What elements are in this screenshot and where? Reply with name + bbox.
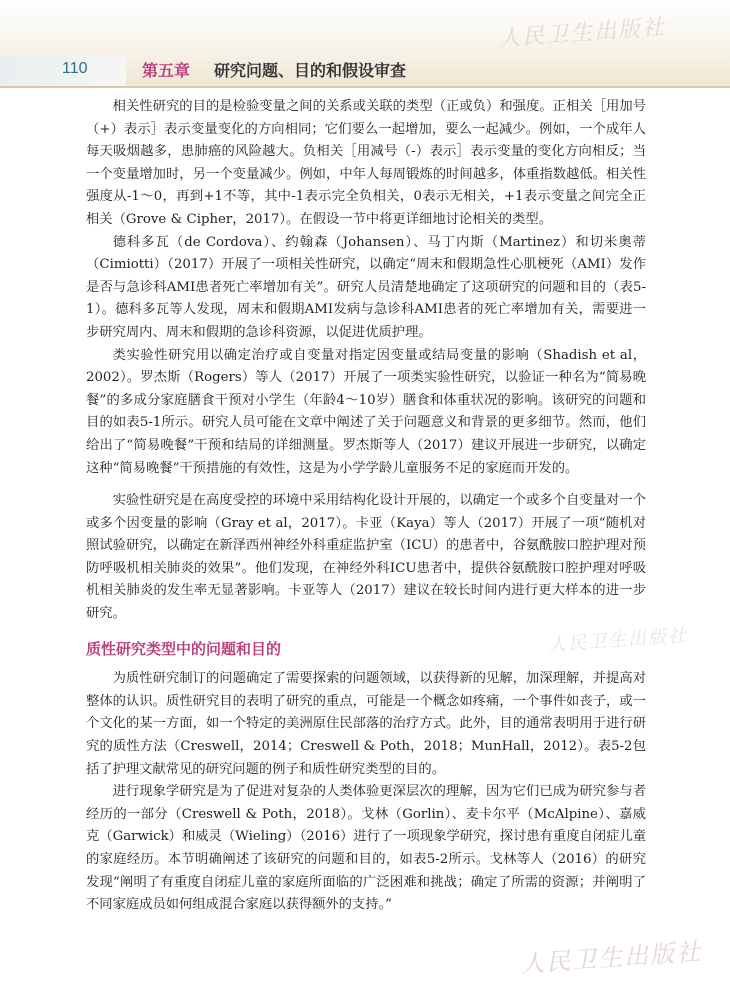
watermark: 人民卫生出版社: [497, 15, 667, 52]
paragraph-experimental-research: 实验性研究是在高度受控的环境中采用结构化设计开展的，以确定一个或多个自变量对一个或多个因变量的影响（Gray et al，2017）。卡亚（Kaya）等人（2017）开展了一项“随机对照试验研究，以确定在新泽西州神经外科重症监护室（ICU）的患者中，谷氨酰胺口腔护理对预防呼吸机相关肺炎的效果”。他们发现，在神经外科ICU患者中，提供谷氨酰胺口腔护理对呼吸机相关肺炎的发生率无显著影响。卡亚等人（2017）建议在较长时间内进行更大样本的进一步研究。: [86, 493, 646, 622]
paragraph-gap: [86, 480, 646, 490]
paragraph-correlational-research: 相关性研究的目的是检验变量之间的关系或关联的类型（正或负）和强度。正相关［用加号（+）表示］表示变量变化的方向相同；它们要么一起增加，要么一起减少。例如，一个成年人每天吸烟越多，患肺癌的风险越大。负相关［用减号（-）表示］表示变量的变化方向相反；当一个变量增加时，另一个变量减少。例如，中年人每周锻炼的时间越多，体重指数越低。相关性强度从-1～0，再到+1不等，其中-1表示完全负相关，0表示无相关，+1表示变量之间完全正相关（Grove & Cipher，2017）。在假设一节中将更详细地讨论相关的类型。: [86, 99, 646, 227]
paragraph-qualitative-questions: 为质性研究制订的问题确定了需要探索的问题领域，以获得新的见解，加深理解，并提高对整体的认识。质性研究目的表明了研究的重点，可能是一个概念如疼痛，一个事件如丧子，或一个文化的某一方面，如一个特定的美洲原住民部落的治疗方式。此外，目的通常表明用于进行研究的质性方法（Creswell，2014；Creswell & Poth，2018；MunHall，2012）。表5-2包括了护理文献常见的研究问题的例子和质性研究类型的目的。: [86, 671, 646, 777]
page-number: 110: [62, 60, 88, 77]
paragraph-phenomenology: 进行现象学研究是为了促进对复杂的人类体验更深层次的理解，因为它们已成为研究参与者经历的一部分（Creswell & Poth，2018）。戈林（Gorlin）、麦卡尔平（McAlpine）、嘉威克（Garwick）和威灵（Wieling）（2016）进行了一项现象学研究，探讨患有重度自闭症儿童的家庭经历。本节明确阐述了该研究的问题和目的，如表5-2所示。戈林等人（2016）的研究发现“阐明了有重度自闭症儿童的家庭所面临的广泛困难和挑战；确定了所需的资源；并阐明了不同家庭成员如何组成混合家庭以获得额外的支持。”: [86, 784, 646, 913]
header-rule: [0, 86, 730, 88]
chapter-title: 研究问题、目的和假设审查: [214, 61, 407, 80]
page-body: [86, 96, 646, 917]
chapter-label: 第五章: [142, 61, 191, 80]
paragraph-de-cordova-study: 德科多瓦（de Cordova）、约翰森（Johansen）、马丁内斯（Martinez）和切米奥蒂（Cimiotti）（2017）开展了一项相关性研究，以确定“周末和假期急性心肌梗死（AMI）发作是否与急诊科AMI患者死亡率增加有关”。研究人员清楚地确定了这项研究的问题和目的（表5-1）。德科多瓦等人发现，周末和假期AMI发病与急诊科AMI患者的死亡率增加有关，需要进一步研究周内、周末和假期的急诊科资源，以促进优质护理。: [86, 234, 646, 340]
section-heading: 质性研究类型中的问题和目的: [86, 639, 282, 658]
watermark: 人民卫生出版社: [519, 937, 703, 979]
watermark: 人民卫生出版社: [547, 625, 689, 656]
paragraph-quasi-experimental-research: 类实验性研究用以确定治疗或自变量对指定因变量或结局变量的影响（Shadish et al，2002）。罗杰斯（Rogers）等人（2017）开展了一项类实验性研究，以验证一种名为“简易晚餐”的多成分家庭膳食干预对小学生（年龄4～10岁）膳食和体重状况的影响。该研究的问题和目的如表5-1所示。研究人员可能在文章中阐述了关于问题意义和背景的更多细节。然而，他们给出了“简易晚餐”干预和结局的详细测量。罗杰斯等人（2017）建议开展进一步研究，以确定这种“简易晚餐”干预措施的有效性，这是为小学学龄儿童服务不足的家庭而开发的。: [86, 347, 646, 476]
